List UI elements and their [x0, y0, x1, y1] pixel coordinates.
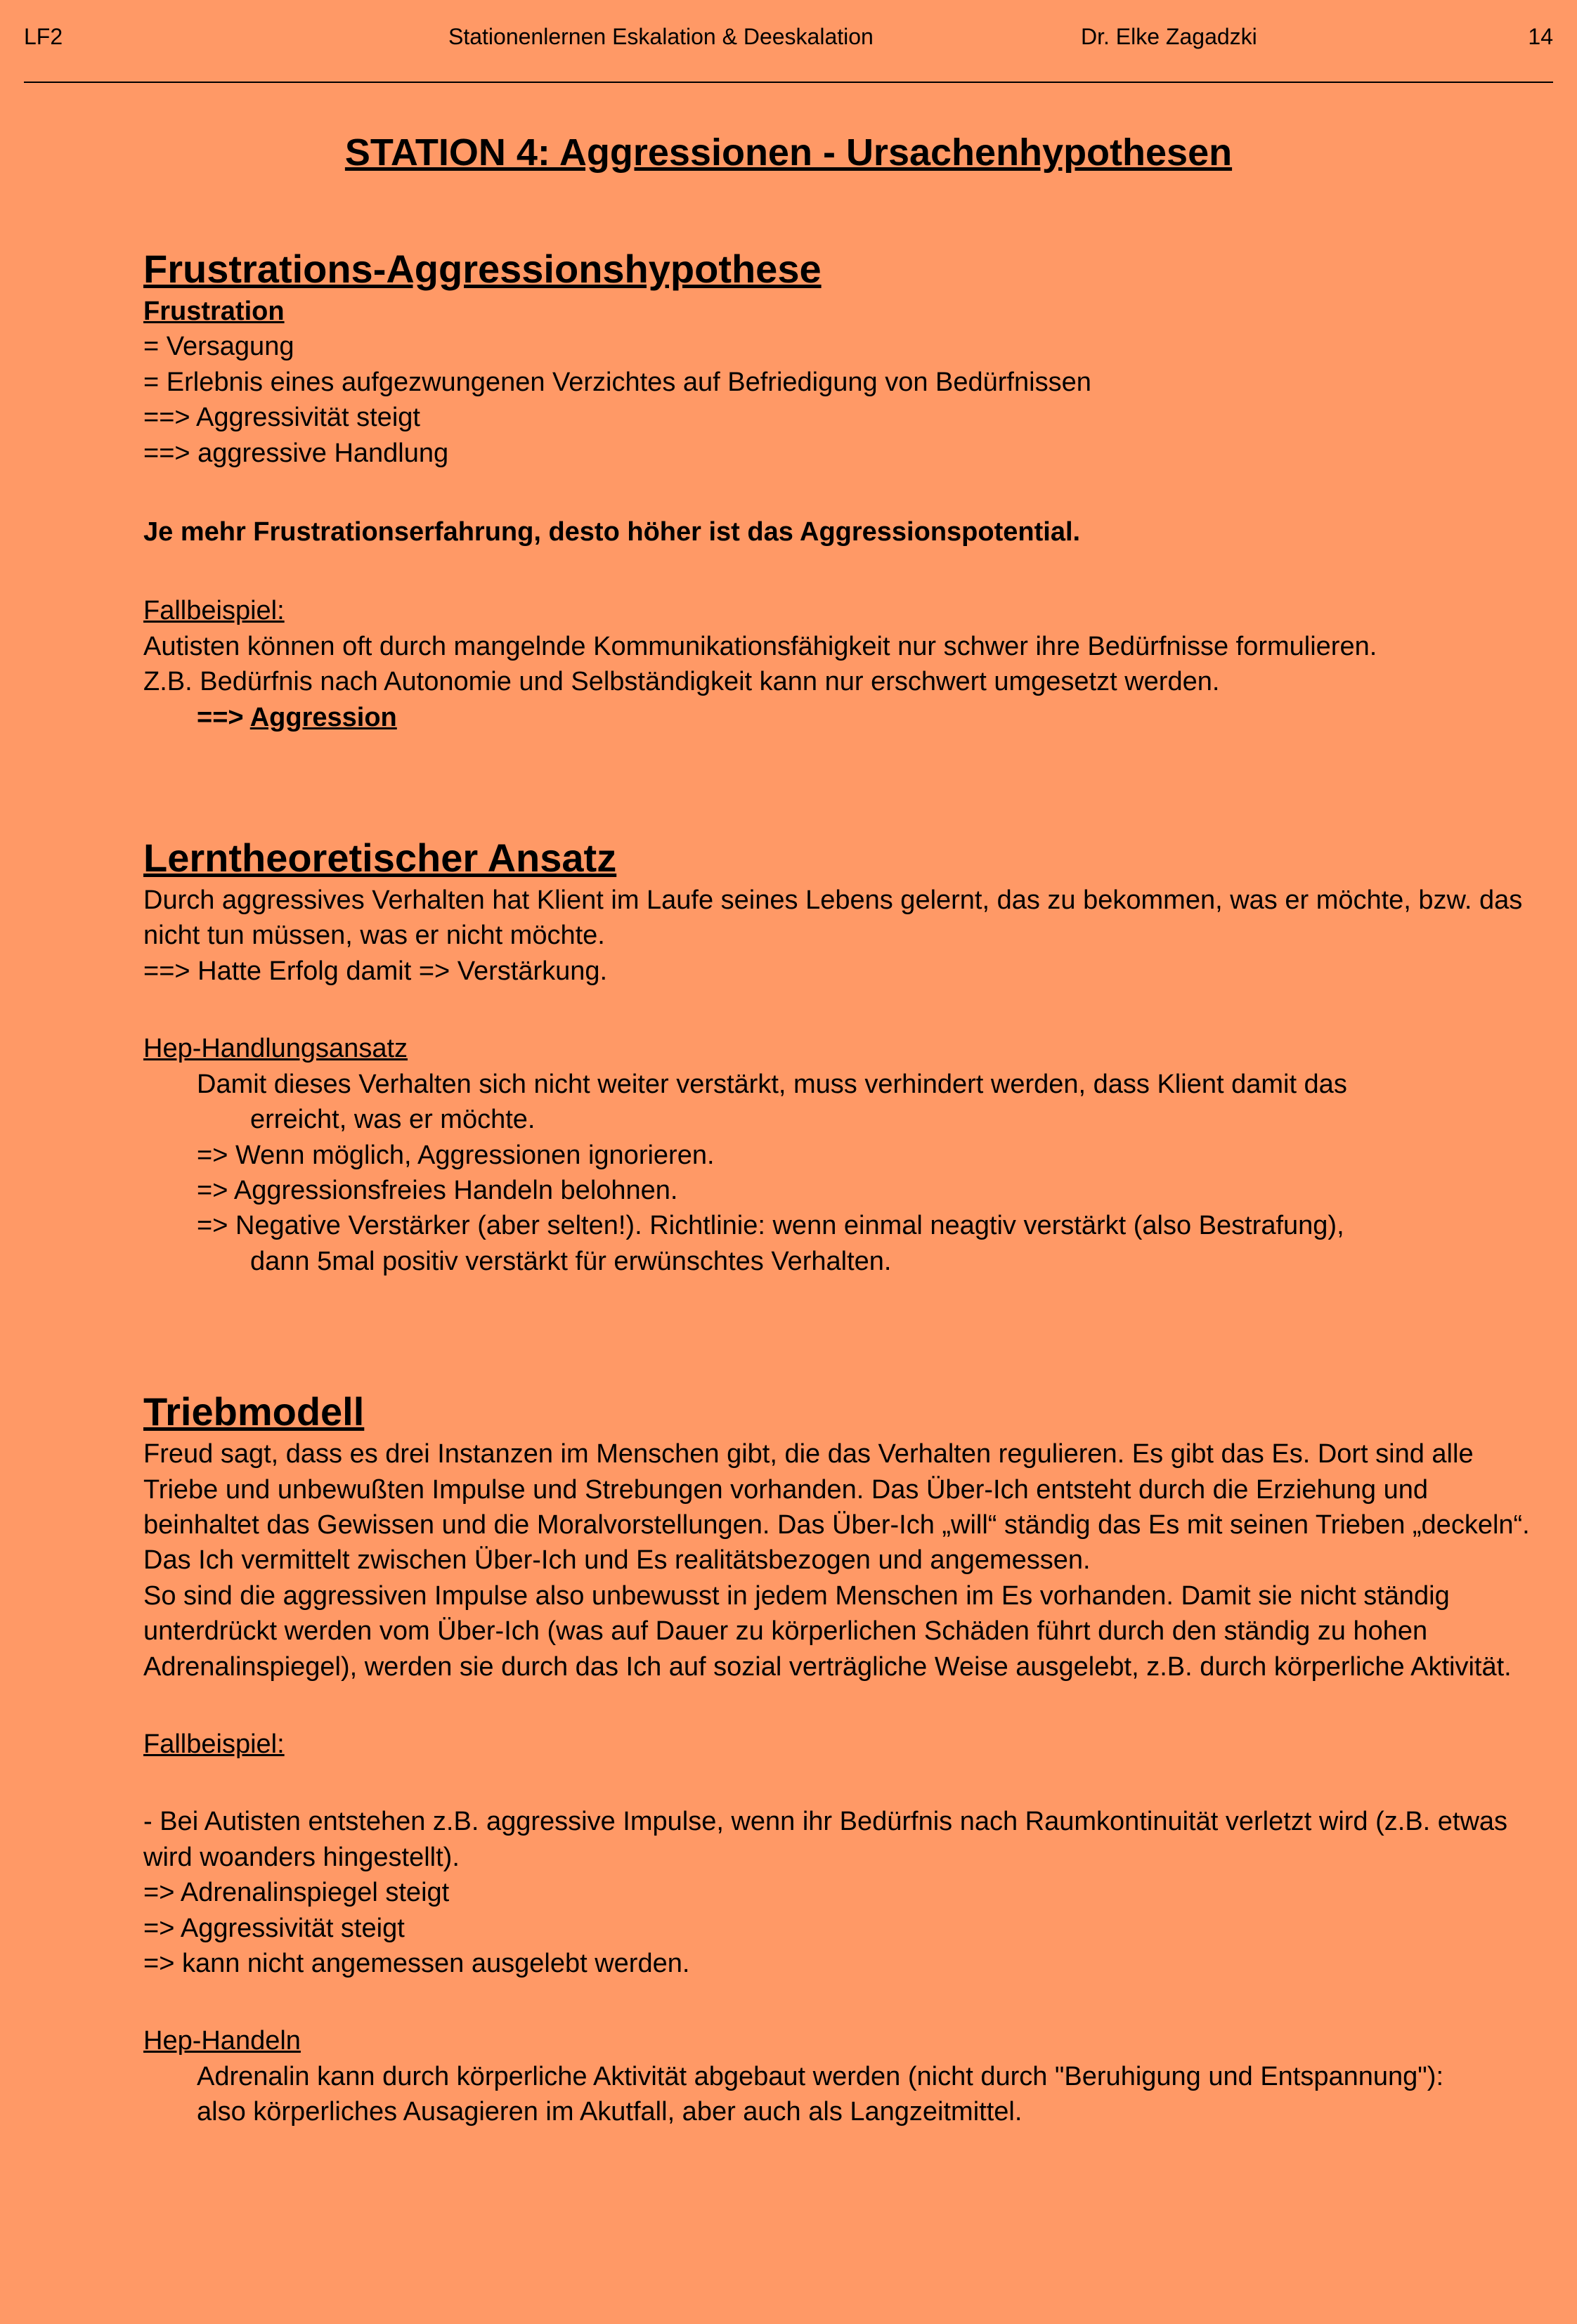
document-subject: Stationenlernen Eskalation & Deeskalation — [448, 24, 874, 49]
hep-line: Damit dieses Verhalten sich nicht weiter verstärkt, muss verhindert werden, dass Klient damit das — [197, 1069, 1347, 1099]
section-paragraph: Freud sagt, dass es drei Instanzen im Menschen gibt, die das Verhalten regulieren. Es gibt das Es. Dort sind alle Triebe und unbewußten Impulse und Strebungen vorhanden. Das Über-Ich entsteht durch die Erziehung und beinhaltet das Gewissen und die Moralvorstellungen. Das Über-Ich „will“ ständig das Es mit seinen Trieben „deckeln“. Das Ich vermittelt zwischen Über-Ich und Es realitätsbezogen und angemessen. — [143, 1439, 1530, 1576]
example-result — [143, 700, 1542, 735]
hep-line: erreicht, was er möchte. — [250, 1105, 536, 1135]
section-learning-theory — [143, 833, 1542, 1279]
section-heading: Lerntheoretischer Ansatz — [143, 836, 617, 881]
example-label: Fallbeispiel: — [143, 1729, 285, 1759]
section-drive-model — [143, 1387, 1542, 2130]
section-paragraph: Durch aggressives Verhalten hat Klient im Laufe seines Lebens gelernt, das zu bekommen, was er möchte, bzw. das nicht tun müssen, was er nicht möchte. — [143, 885, 1523, 951]
definition-line: = Versagung — [143, 332, 294, 362]
section-line: ==> Hatte Erfolg damit => Verstärkung. — [143, 956, 608, 986]
example-line: Autisten können oft durch mangelnde Kommunikationsfähigkeit nur schwer ihre Bedürfnisse formulieren. — [143, 631, 1377, 661]
author-name: Dr. Elke Zagadzki — [1081, 24, 1257, 49]
hep-line: also körperliches Ausagieren im Akutfall, aber auch als Langzeitmittel. — [197, 2097, 1023, 2127]
hep-line: dann 5mal positiv verstärkt für erwünschtes Verhalten. — [250, 1246, 892, 1276]
hep-line: Adrenalin kann durch körperliche Aktivität abgebaut werden (nicht durch "Beruhigung und Entspannung"): — [197, 2061, 1443, 2091]
hep-label: Hep-Handlungsansatz — [143, 1034, 408, 1064]
example-line: => kann nicht angemessen ausgelebt werden. — [143, 1949, 690, 1978]
result-word: Aggression — [249, 702, 397, 732]
header-rule — [24, 82, 1553, 83]
definition-line: = Erlebnis eines aufgezwungenen Verzichtes auf Befriedigung von Bedürfnissen — [143, 367, 1091, 397]
example-label: Fallbeispiel: — [143, 596, 285, 626]
definition-line: ==> aggressive Handlung — [143, 438, 449, 468]
page-title: STATION 4: Aggressionen - Ursachenhypothesen — [344, 131, 1233, 174]
example-line: => Aggressivität steigt — [143, 1913, 405, 1943]
hep-line: => Wenn möglich, Aggressionen ignorieren. — [197, 1140, 715, 1170]
hep-label: Hep-Handeln — [143, 2026, 301, 2056]
document-body — [143, 245, 1542, 2130]
example-line: => Adrenalinspiegel steigt — [143, 1878, 450, 1908]
section-heading: Frustrations-Aggressionshypothese — [143, 247, 822, 291]
page-number: 14 — [1528, 24, 1553, 49]
section-paragraph: So sind die aggressiven Impulse also unbewusst in jedem Menschen im Es vorhanden. Damit sie nicht ständig unterdrückt werden vom Über-Ich (was auf Dauer zu körperlichen Schäden führt durch den ständig zu hohen Adrenalinspiegel), werden sie durch das Ich auf sozial verträgliche Weise ausgelebt, z.B. durch körperliche Aktivität. — [143, 1580, 1512, 1682]
hep-line: => Aggressionsfreies Handeln belohnen. — [197, 1175, 678, 1205]
key-statement: Je mehr Frustrationserfahrung, desto höher ist das Aggressionspotential. — [143, 517, 1081, 547]
term-label: Frustration — [143, 297, 285, 326]
result-arrow: ==> — [197, 702, 250, 732]
section-frustration-aggression — [143, 245, 1542, 735]
page-header — [24, 24, 1553, 58]
definition-line: ==> Aggressivität steigt — [143, 403, 420, 433]
example-paragraph: - Bei Autisten entstehen z.B. aggressive Impulse, wenn ihr Bedürfnis nach Raumkontinuität verletzt wird (z.B. etwas wird woanders hingestellt). — [143, 1807, 1508, 1872]
example-line: Z.B. Bedürfnis nach Autonomie und Selbständigkeit kann nur erschwert umgesetzt werden. — [143, 667, 1220, 697]
hep-line: => Negative Verstärker (aber selten!). Richtlinie: wenn einmal neagtiv verstärkt (also Bestrafung), — [197, 1211, 1344, 1241]
course-code: LF2 — [24, 24, 63, 49]
section-heading: Triebmodell — [143, 1389, 365, 1434]
